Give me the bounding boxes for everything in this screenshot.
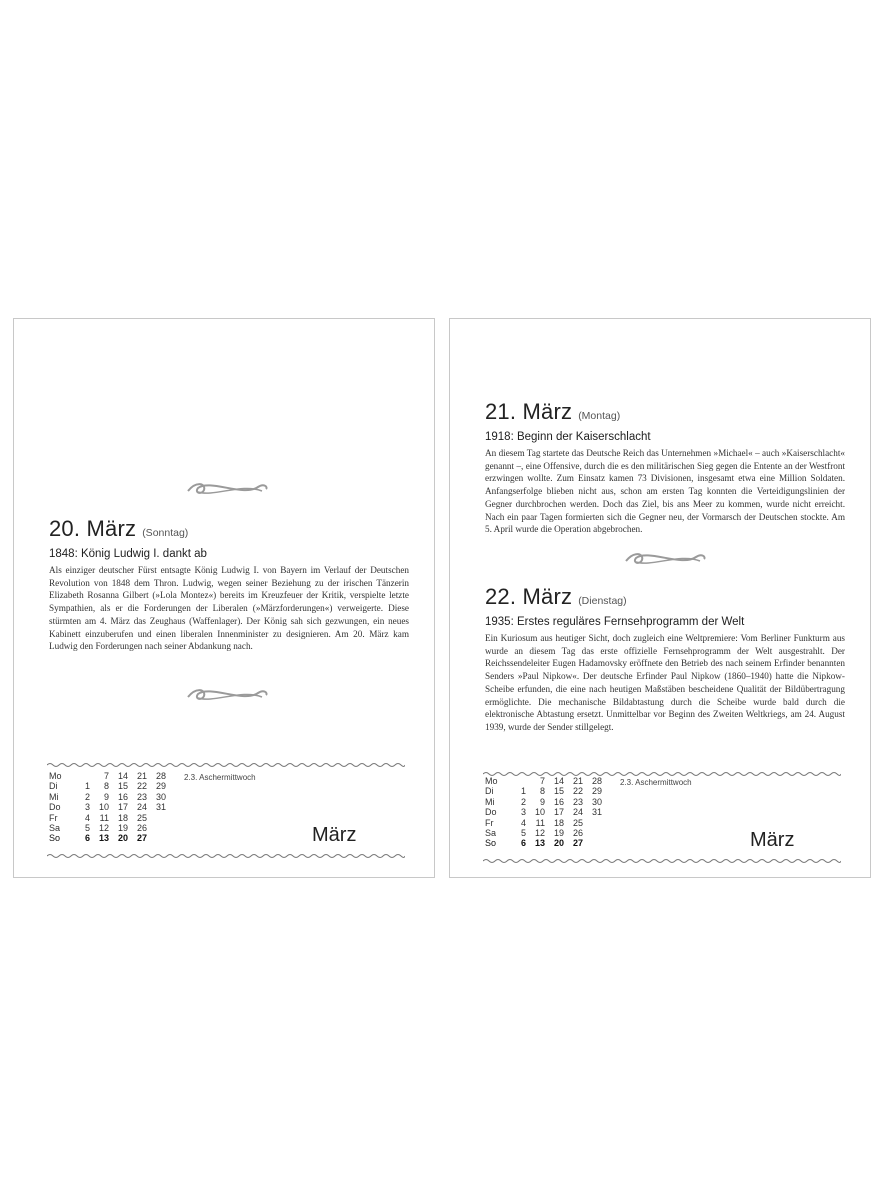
day-header [485, 584, 845, 610]
event-text: Als einziger deutscher Fürst entsagte König Ludwig I. von Bayern im Verlauf der Deutschen Revolution von 1848 dem Thron. Ludwig, wegen seiner Beziehung zu der irischen Tänzerin Elizabeth Rosanna Gilbert (»Lola Montez«) bereits im Kreuzfeuer der Kritik, verspielte letzte Sympathien, als er die Forderungen der Liberalen (»Märzforderungen«) verweigerte. Diese stürmten am 4. März das Zeughaus (Waffenlager). Der König sah sich gezwungen, ein neues Kabinett einzuberufen und einen liberalen Innenminister zu designieren. Am 20. März kam Ludwig den Forderungen nach seiner Abdankung nach. [49, 565, 409, 652]
day-header [49, 516, 409, 542]
calendar-row-so: So 6 13 20 27 [49, 833, 147, 844]
calendar-row-mi: Mi 2 9 16 23 30 [485, 796, 602, 807]
calendar-row-di: Di 1 8 15 22 29 [49, 781, 166, 792]
wavy-divider-bottom [47, 847, 405, 855]
day-entry-21 [485, 399, 845, 536]
day-title: 21. März [485, 399, 573, 424]
wavy-divider-bottom [483, 852, 841, 860]
calendar-row-fr: Fr 4 11 18 25 [485, 817, 583, 828]
day-entry-20 [49, 516, 409, 653]
calendar-row-so: So 6 13 20 27 [485, 838, 583, 849]
calendar-row-do: Do 3 10 17 24 31 [485, 807, 602, 818]
calendar-holiday-note: 2.3. Aschermittwoch [184, 773, 256, 782]
event-headline: 1935: Erstes reguläres Fernsehprogramm der Welt [485, 616, 745, 628]
calendar-page-left [13, 318, 435, 878]
wavy-divider-top [483, 765, 841, 773]
calendar-page-right [449, 318, 871, 878]
day-title: 20. März [49, 516, 137, 541]
weekday-label: (Sonntag) [142, 527, 189, 539]
weekday-label: (Dienstag) [578, 595, 627, 607]
calendar-row-mi: Mi 2 9 16 23 30 [49, 791, 166, 802]
calendar-row-sa: Sa 5 12 19 26 [49, 822, 147, 833]
swirl-ornament-icon [184, 479, 270, 499]
day-title: 22. März [485, 584, 573, 609]
event-text: An diesem Tag startete das Deutsche Reich das Unternehmen »Michael« – auch »Kaiserschlacht« genannt –, eine Offensive, durch die es den militärischen Sieg gegen die Entente an der Westfront erzwingen wollte. Zum Einsatz kamen 73 Divisionen, insgesamt etwa eine Million Soldaten. Anfangserfolge blieben nicht aus, schon am ersten Tag konnten die Verteidigungslinien der Gegner durchbrochen werden. Doch das Ziel, bis ans Meer zu kommen, wurde nicht erreicht. Nach ein paar Tagen formierten sich die Gegner neu, der Vormarsch der Deutschen stockte. Am 5. April wurde die Operation abgebrochen. [485, 448, 845, 535]
calendar-row-mo: Mo 7 14 21 28 [485, 776, 602, 786]
swirl-ornament-icon [184, 685, 270, 705]
event-text: Ein Kuriosum aus heutiger Sicht, doch zugleich eine Weltpremiere: Vom Berliner Funkturm aus wurde an diesem Tag das erste offizielle Fernsehprogramm der Welt ausgestrahlt. Der Reichssendeleiter Eugen Hadamovsky eröffnete den Betrieb des nach seinem Erfinder benannten Senders »Paul Nipkow«. Der deutsche Erfinder Paul Nipkow (1860–1940) hatte die Nipkow-Scheibe erfunden, die eine nach heutigen Maßstäben bescheidene Qualität der Bildübertragung ermöglichte. Die mechanische Bildabtastung durch die Scheibe wurde bald durch die elektronische Abtastung ersetzt. Unmittelbar vor Beginn des Zweiten Weltkriegs, am 24. August 1939, wurde der Sender stillgelegt. [485, 633, 845, 732]
calendar-holiday-note: 2.3. Aschermittwoch [620, 778, 692, 787]
calendar-row-do: Do 3 10 17 24 31 [49, 802, 166, 813]
event-headline: 1848: König Ludwig I. dankt ab [49, 548, 207, 560]
mini-calendar [485, 776, 602, 849]
day-entry-22 [485, 584, 845, 734]
swirl-ornament-icon [622, 549, 708, 569]
mini-calendar [49, 771, 166, 844]
month-name: März [750, 829, 795, 851]
calendar-row-fr: Fr 4 11 18 25 [49, 812, 147, 823]
weekday-label: (Montag) [578, 410, 621, 422]
calendar-row-sa: Sa 5 12 19 26 [485, 827, 583, 838]
wavy-divider-top [47, 756, 405, 764]
event-headline: 1918: Beginn der Kaiserschlacht [485, 431, 651, 443]
calendar-row-mo: Mo 7 14 21 28 [49, 771, 166, 781]
month-name: März [312, 824, 357, 846]
day-header [485, 399, 845, 425]
calendar-row-di: Di 1 8 15 22 29 [485, 786, 602, 797]
